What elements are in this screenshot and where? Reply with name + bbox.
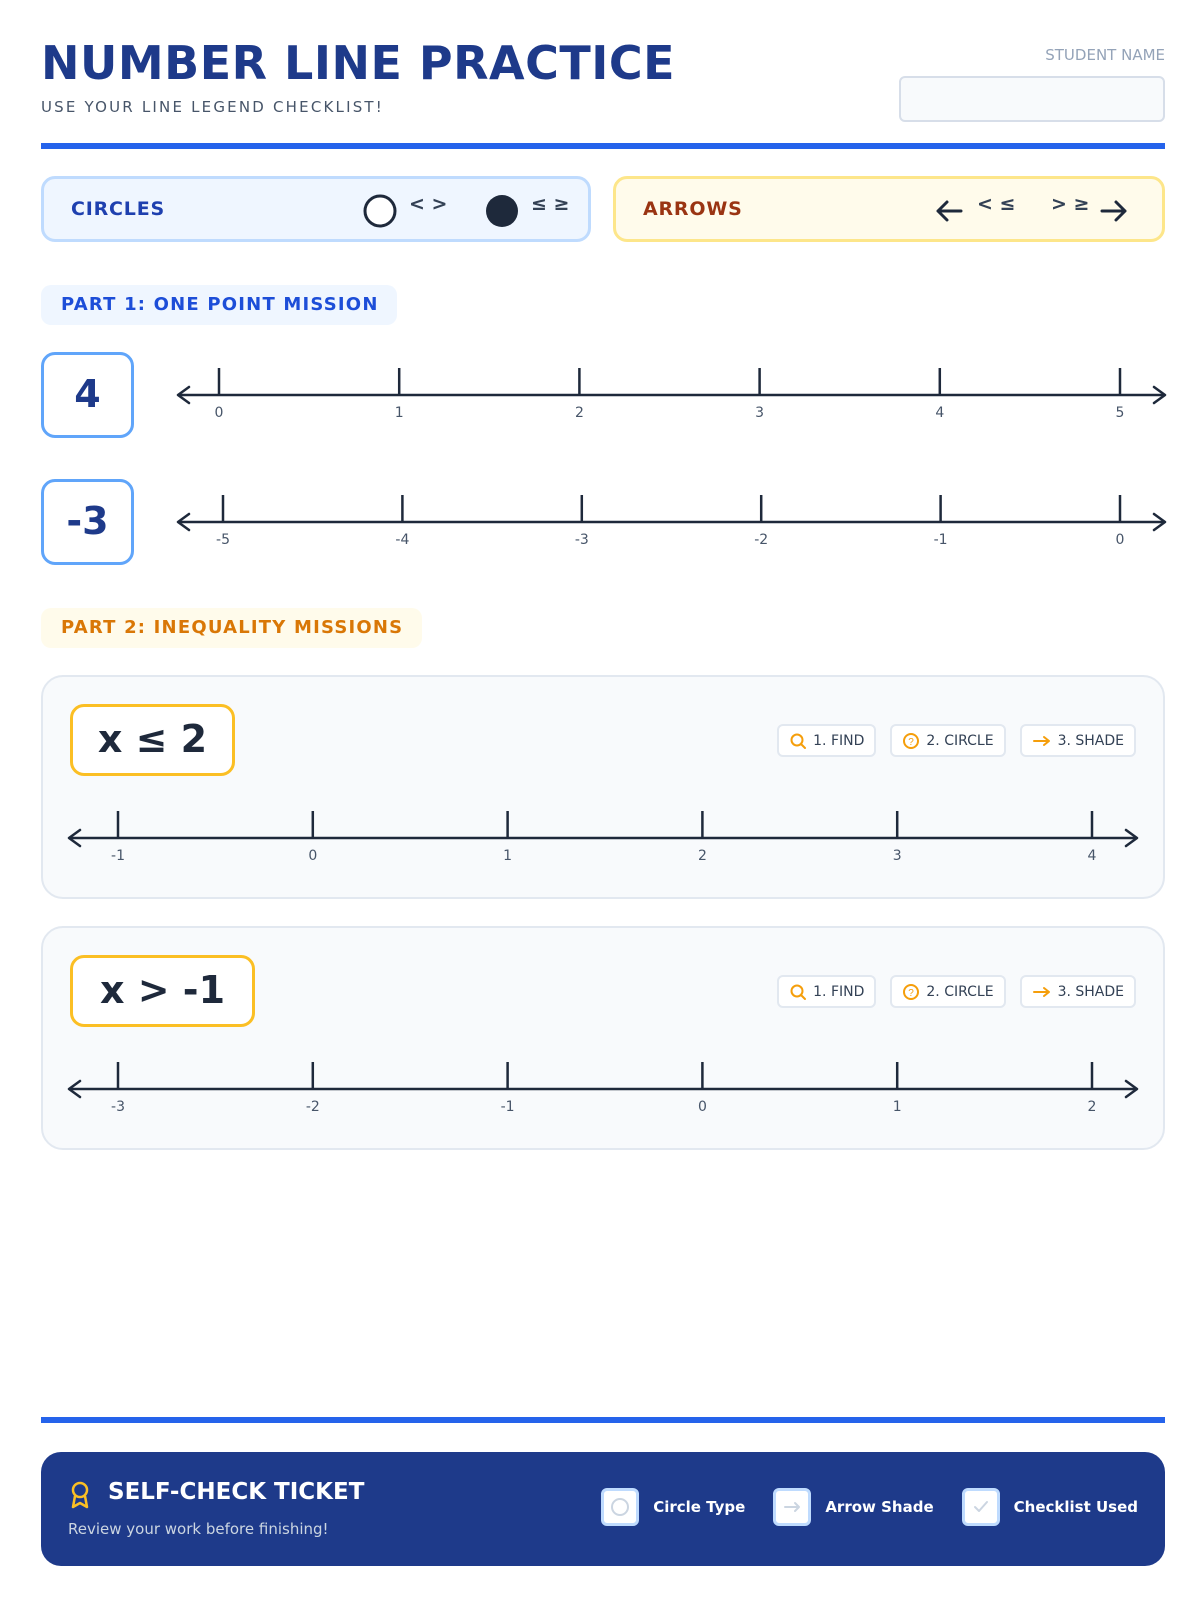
step-shade-label: 3. SHADE: [1057, 732, 1124, 749]
arrows-legend-title: ARROWS: [643, 198, 743, 220]
check-list: [601, 1488, 1138, 1526]
left-arrow-symbols: < ≤: [977, 193, 1016, 215]
circle-icon: [609, 1496, 631, 1518]
check-label: Checklist Used: [1013, 1498, 1138, 1516]
page-title: NUMBER LINE PRACTICE: [41, 36, 676, 90]
step-find-label: 1. FIND: [813, 983, 865, 1000]
tick-label: -2: [754, 532, 769, 548]
tick-label: 0: [697, 1099, 707, 1115]
tick-label: 3: [892, 848, 902, 864]
check-label: Arrow Shade: [825, 1498, 934, 1516]
tick-label: 2: [697, 848, 707, 864]
tick-label: -3: [111, 1099, 125, 1115]
right-arrow-symbols: > ≥: [1051, 193, 1090, 215]
part1-label: PART 1: ONE POINT MISSION: [41, 285, 397, 325]
tick-label: 5: [1115, 405, 1125, 421]
tick-label: -2: [305, 1099, 320, 1115]
tick-label: 1: [394, 405, 404, 421]
closed-circle-symbols: ≤ ≥: [531, 193, 570, 215]
inequality-label: x ≤ 2: [70, 704, 235, 776]
tick-label: 1: [503, 848, 513, 864]
step-circle-label: 2. CIRCLE: [926, 732, 994, 749]
tick-label: -1: [933, 532, 948, 548]
target-number-box: -3: [41, 479, 134, 565]
step-shade-label: 3. SHADE: [1057, 983, 1124, 1000]
tick-label: 0: [308, 848, 318, 864]
arrow-right-icon: [781, 1496, 803, 1518]
inequality-label: x > -1: [70, 955, 255, 1027]
award-ribbon-icon: [68, 1480, 92, 1510]
check-item-arrow-shade[interactable]: [773, 1488, 933, 1526]
tick-label: 4: [1087, 848, 1097, 864]
tick-label: 0: [1115, 532, 1125, 548]
svg-text:?: ?: [908, 736, 915, 748]
tick-label: 4: [935, 405, 945, 421]
tick-label: -1: [111, 848, 125, 864]
svg-text:?: ?: [908, 987, 915, 999]
check-label: Circle Type: [653, 1498, 746, 1516]
tick-label: 0: [214, 405, 224, 421]
page-subtitle: USE YOUR LINE LEGEND CHECKLIST!: [41, 98, 385, 116]
checkbox[interactable]: [773, 1488, 811, 1526]
ticket-subtitle: Review your work before finishing!: [68, 1520, 329, 1538]
tick-label: 2: [574, 405, 584, 421]
tick-label: 3: [755, 405, 765, 421]
tick-label: -4: [395, 532, 410, 548]
tick-label: 1: [892, 1099, 902, 1115]
tick-label: -5: [216, 532, 230, 548]
tick-label: 2: [1087, 1099, 1097, 1115]
checkbox[interactable]: [601, 1488, 639, 1526]
circles-legend-title: CIRCLES: [71, 198, 165, 220]
part2-label: PART 2: INEQUALITY MISSIONS: [41, 608, 422, 648]
footer-divider: [41, 1417, 1165, 1423]
ticket-title: SELF-CHECK TICKET: [108, 1479, 365, 1505]
step-find-label: 1. FIND: [813, 732, 865, 749]
checkmark-icon: [970, 1496, 992, 1518]
student-name-label: STUDENT NAME: [1045, 46, 1165, 64]
open-circle-symbols: < >: [409, 193, 448, 215]
step-circle-label: 2. CIRCLE: [926, 983, 994, 1000]
target-number-box: 4: [41, 352, 134, 438]
self-check-ticket: [41, 1452, 1165, 1566]
checkbox[interactable]: [962, 1488, 1000, 1526]
check-item-checklist-used[interactable]: [962, 1488, 1138, 1526]
tick-label: -3: [574, 532, 589, 548]
tick-label: -1: [500, 1099, 515, 1115]
check-item-circle-type[interactable]: [601, 1488, 745, 1526]
